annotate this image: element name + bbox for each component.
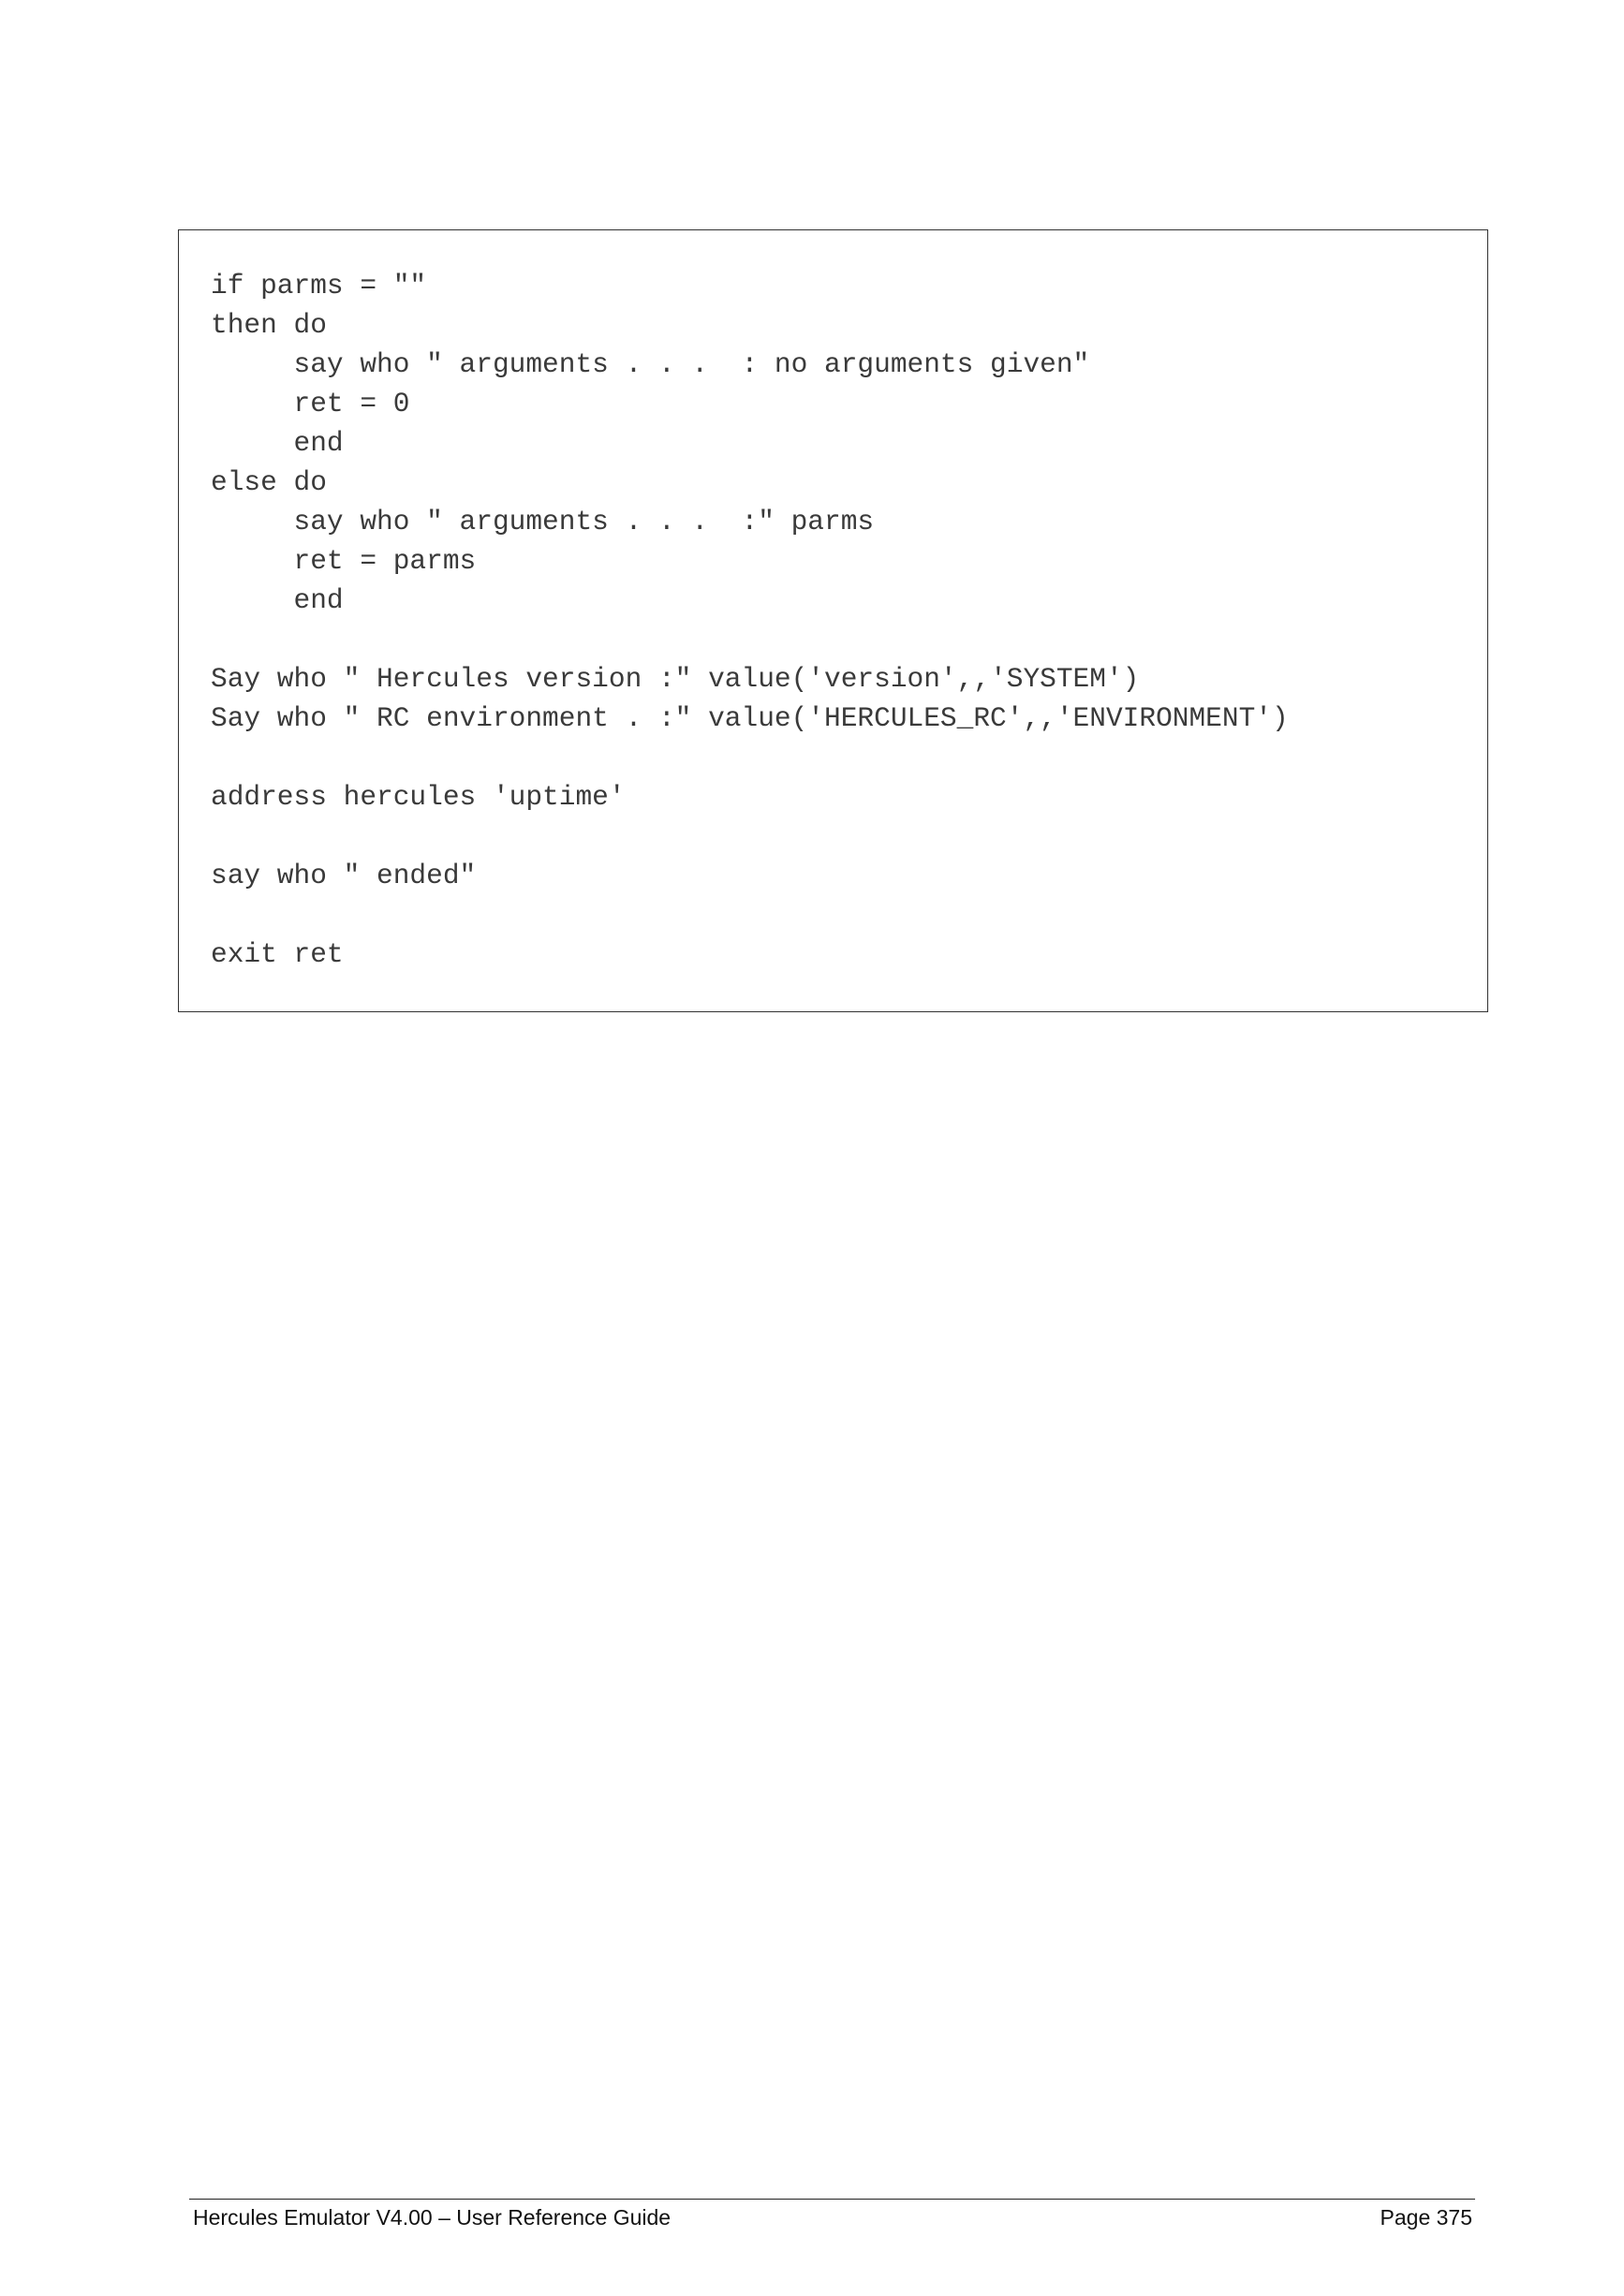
code-line-blank <box>211 738 1289 777</box>
code-line: say who " arguments . . . :" parms <box>211 506 875 537</box>
code-listing <box>211 266 1289 974</box>
code-line: end <box>211 427 344 459</box>
footer-document-title: Hercules Emulator V4.00 – User Reference Guide <box>193 2205 672 2230</box>
code-line: ret = 0 <box>211 388 410 419</box>
code-line: ret = parms <box>211 545 477 577</box>
code-line: end <box>211 584 344 616</box>
code-line-blank <box>211 817 1289 856</box>
code-line-blank <box>211 895 1289 935</box>
footer-page-number: Page 375 <box>1380 2205 1472 2230</box>
code-line: then do <box>211 309 327 341</box>
code-line: exit ret <box>211 938 344 970</box>
code-line: say who " ended" <box>211 860 477 891</box>
code-line: say who " arguments . . . : no arguments given" <box>211 348 1090 380</box>
code-listing-box <box>178 229 1488 1012</box>
code-line-blank <box>211 620 1289 659</box>
code-line: else do <box>211 466 327 498</box>
code-line: Say who " Hercules version :" value('version',,'SYSTEM') <box>211 663 1140 695</box>
code-line: if parms = "" <box>211 270 427 302</box>
code-line: Say who " RC environment . :" value('HERCULES_RC',,'ENVIRONMENT') <box>211 702 1289 734</box>
footer-divider <box>189 2199 1475 2200</box>
code-line: address hercules 'uptime' <box>211 781 626 813</box>
